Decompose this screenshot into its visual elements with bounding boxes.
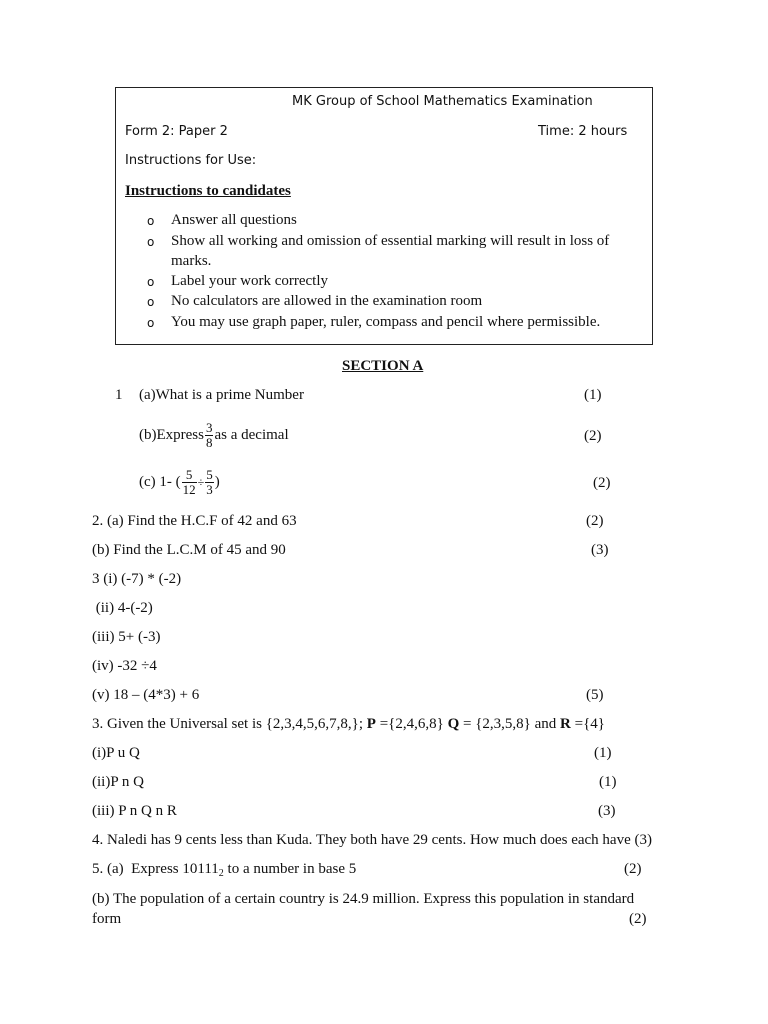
exam-title: MK Group of School Mathematics Examination	[292, 94, 593, 109]
q3-arith-item: (iv) -32 ÷4	[92, 658, 157, 674]
instruction-item: Answer all questions	[171, 212, 297, 228]
q5a-text	[92, 861, 356, 879]
fraction-denominator: 3	[206, 482, 213, 497]
q3-arith-item: (v) 18 – (4*3) + 6	[92, 687, 200, 703]
bullet-icon: o	[147, 275, 155, 289]
q2b-marks: (3)	[591, 542, 609, 558]
q5b-line1: (b) The population of a certain country is 24.9 million. Express this population in standard	[92, 891, 635, 907]
q1a-marks: (1)	[584, 387, 602, 403]
divide-operator: ÷	[197, 474, 205, 489]
fraction-numerator: 5	[206, 467, 213, 482]
exam-header-box	[115, 87, 653, 345]
instruction-item: Show all working and omission of essential marking will result in loss of marks.	[171, 233, 610, 269]
q5b-line2: form	[92, 911, 122, 927]
q3-sets-item: (ii)P n Q	[92, 774, 144, 790]
q5a-number: 10111	[182, 861, 219, 877]
instruction-item: You may use graph paper, ruler, compass and pencil where permissible.	[171, 314, 601, 330]
instructions-for-use: Instructions for Use:	[125, 153, 257, 168]
q2a-text: 2. (a) Find the H.C.F of 42 and 63	[92, 513, 297, 529]
q1b-suffix: as a decimal	[214, 426, 289, 443]
set-r-value: ={4}	[570, 716, 605, 732]
set-p-value: ={2,4,6,8}	[375, 716, 448, 732]
q1b-prefix: (b)Express	[139, 426, 204, 443]
fraction-numerator: 3	[205, 420, 213, 435]
q3-sets-marks: (3)	[598, 803, 616, 819]
q3-arith-item: (ii) 4-(-2)	[92, 600, 153, 616]
fraction-denominator: 8	[205, 435, 213, 450]
q3-sets-item: (iii) P n Q n R	[92, 803, 177, 819]
q1-number: 1	[115, 387, 123, 403]
section-title: SECTION A	[342, 358, 424, 374]
time-label: Time: 2 hours	[538, 124, 628, 139]
fraction-numerator: 5	[182, 468, 197, 483]
q1c-marks: (2)	[593, 475, 611, 491]
q1c-suffix: )	[214, 473, 220, 490]
q3-arith-item: (iii) 5+ (-3)	[92, 629, 161, 645]
q3-sets-item: (i)P u Q	[92, 745, 140, 761]
set-q-label: Q	[447, 716, 460, 732]
set-r-label: R	[560, 716, 571, 732]
q5a-suffix: to a number in base 5	[223, 861, 357, 877]
bullet-icon: o	[147, 295, 155, 309]
set-q-value: = {2,3,5,8} and	[459, 716, 561, 732]
q5a-prefix: 5. (a) Express	[92, 861, 183, 877]
candidates-heading: Instructions to candidates	[125, 183, 291, 199]
fraction-denominator: 12	[182, 482, 196, 497]
q3-arith-item: 3 (i) (-7) * (-2)	[92, 571, 182, 587]
q3-arith-marks: (5)	[586, 687, 604, 703]
instruction-item: Label your work correctly	[171, 273, 329, 289]
q1c-fraction-2	[205, 468, 214, 497]
q3-sets-marks: (1)	[594, 745, 612, 761]
q3-sets-marks: (1)	[599, 774, 617, 790]
q1a-text: (a)What is a prime Number	[139, 387, 304, 403]
q4-text: 4. Naledi has 9 cents less than Kuda. They both have 29 cents. How much does each have (3)	[92, 832, 652, 848]
q1b-text	[139, 421, 289, 450]
q5b-marks: (2)	[629, 911, 647, 927]
instruction-item: No calculators are allowed in the examination room	[171, 293, 483, 309]
q2b-text: (b) Find the L.C.M of 45 and 90	[92, 542, 286, 558]
q1c-text	[139, 468, 220, 497]
bullet-icon: o	[147, 214, 155, 228]
q5a-marks: (2)	[624, 861, 642, 877]
q1b-fraction	[205, 421, 214, 450]
q3-sets-intro	[92, 716, 605, 733]
q1c-prefix: (c) 1- (	[139, 473, 181, 490]
q5a-base: 2	[218, 868, 224, 879]
q1c-fraction-1	[182, 468, 197, 497]
q1b-marks: (2)	[584, 428, 602, 444]
sets-intro-text: 3. Given the Universal set is {2,3,4,5,6,7,8,};	[92, 716, 367, 732]
bullet-icon: o	[147, 235, 155, 249]
set-p-label: P	[366, 716, 376, 732]
bullet-icon: o	[147, 316, 155, 330]
q2a-marks: (2)	[586, 513, 604, 529]
form-paper-label: Form 2: Paper 2	[125, 124, 228, 139]
